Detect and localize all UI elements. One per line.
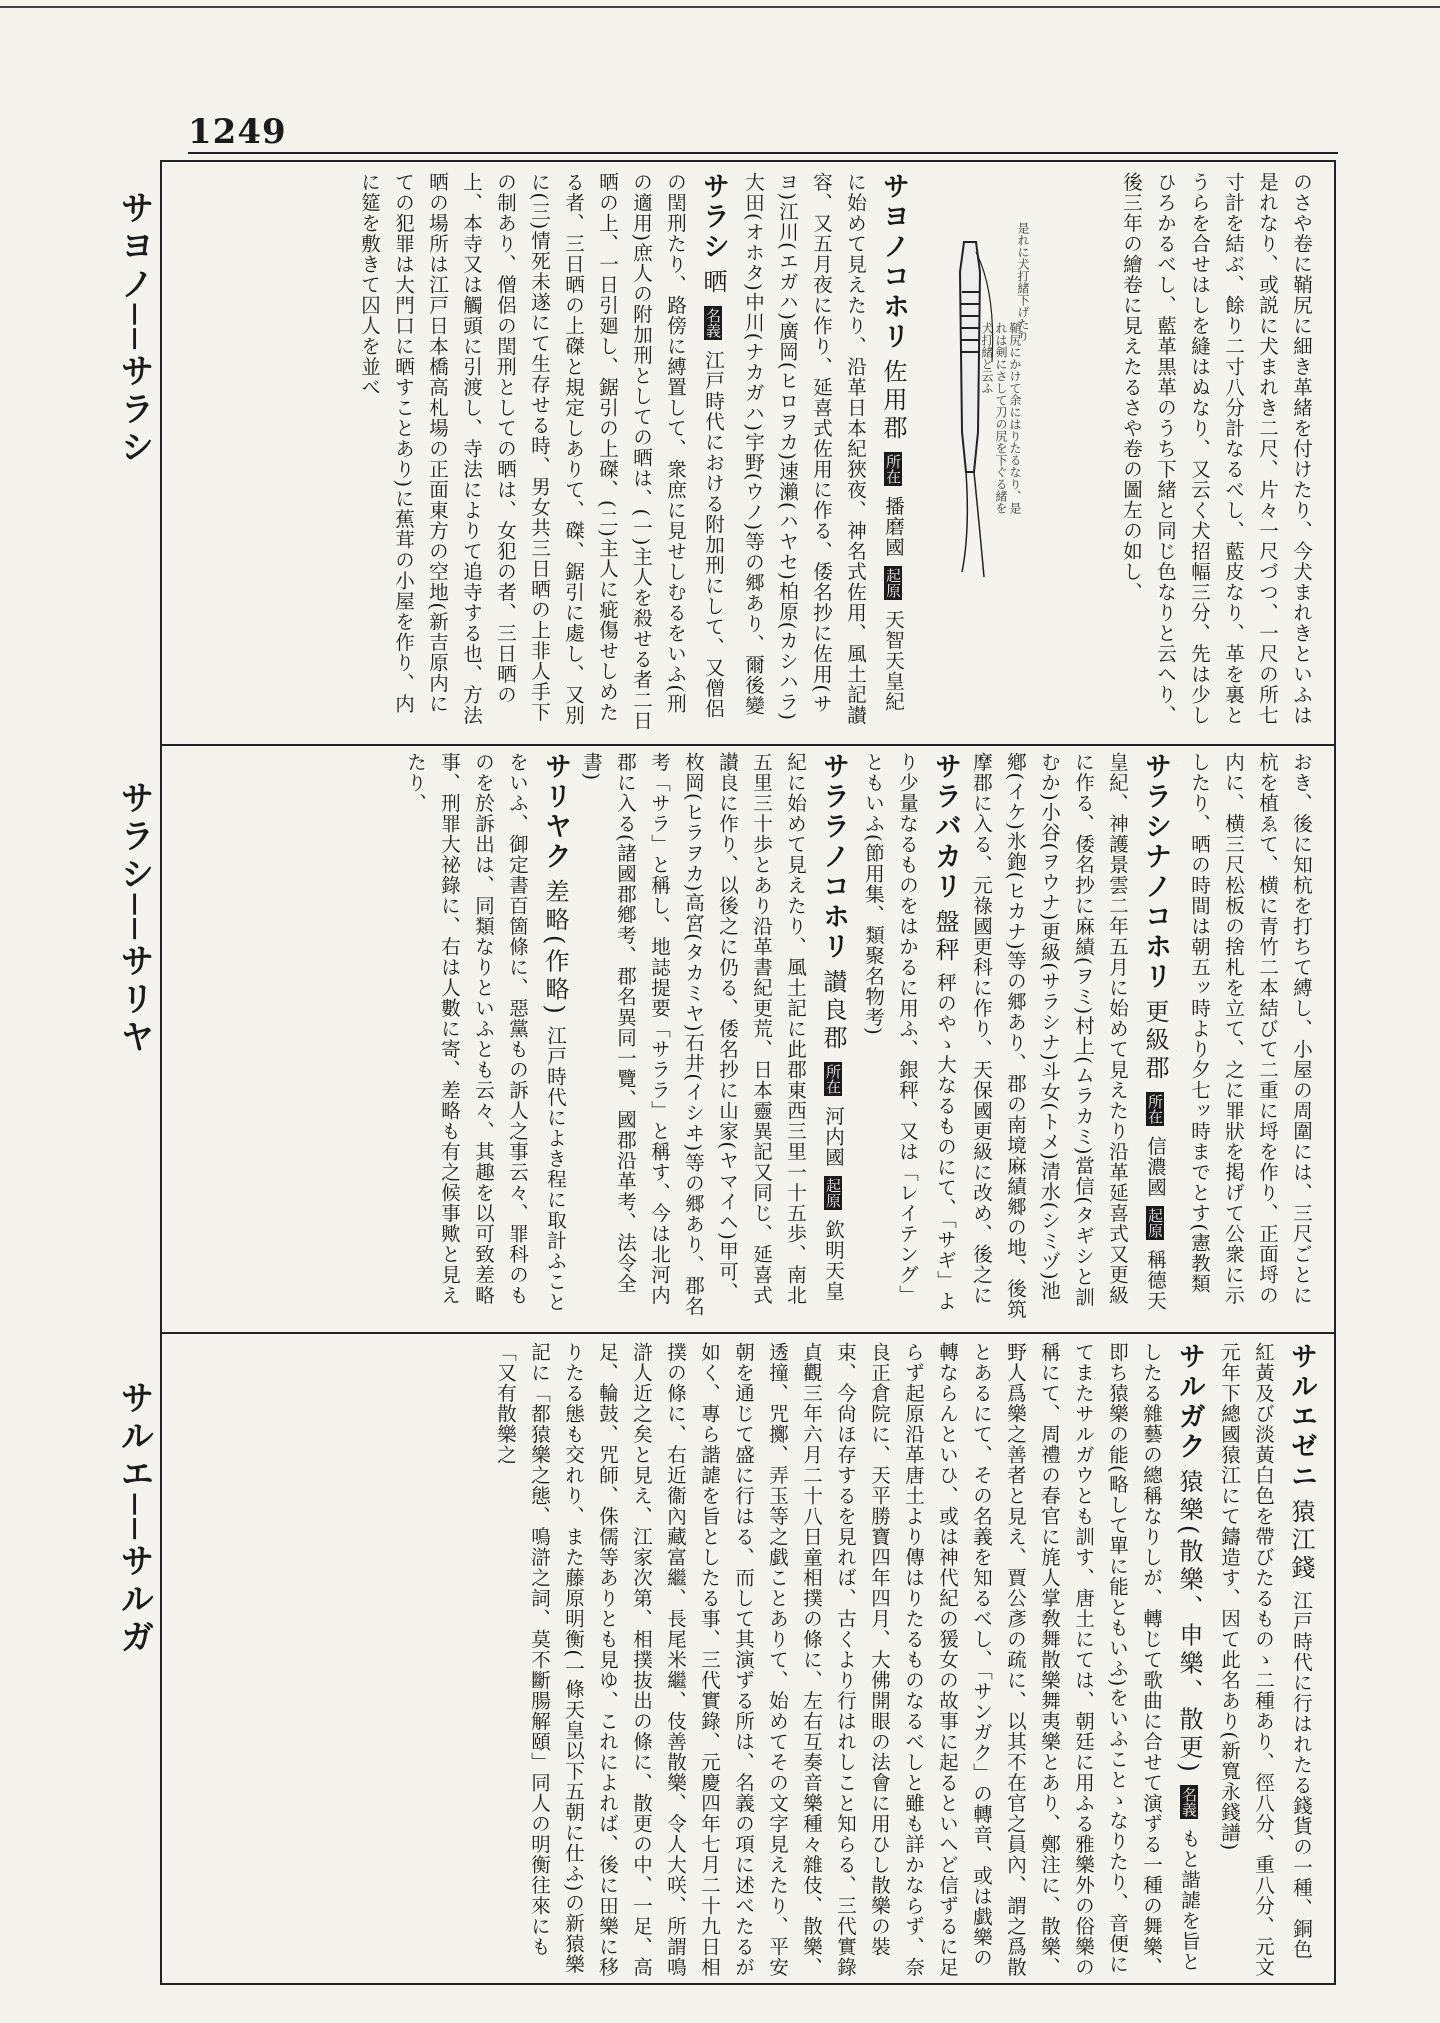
entry-title-sarabakari: サラバカリ [930, 752, 961, 902]
section-2 [172, 752, 1322, 1320]
entry-sararanokohori [576, 752, 854, 1320]
illustration-caption-side: 鞘尻にかけて余にはりたるなり、是れは剣にさして刀の尻を下ぐる緒を犬打緒と云ふ [980, 322, 1022, 514]
running-head-1: サヨノ──サラシ [114, 190, 154, 467]
place-sararagun: 讃良郡 [819, 969, 847, 1054]
tag-origin: 起原 [884, 568, 902, 599]
tag-meaning: 名義 [1180, 1787, 1198, 1818]
location-shinano: 信濃國 [1144, 1135, 1167, 1198]
sarugaku-kanji: 猿樂(散樂、申樂、散更) [1175, 1469, 1203, 1776]
sarabakari-text: 秤のやゝ大なるものにて、「サギ」より少量なるものをはかるに用ふ、銀秤、又は「レイテング」ともいふ(節用集、類聚名物考) [862, 752, 957, 1312]
sayonokohori-text: 天智天皇紀に始めて見えたり、沿革日本紀狹夜、神名式佐用、風土記讃容、又五月夜に作り、延喜式佐用に作る、倭名抄に佐用(サヨ)江川(エガハ)廣岡(ヒロヲカ)速瀨(ハヤセ)柏原(カシハラ)大田(オホタ)中川(ナカガハ)宇野(ウノ)等の郷あり、爾後變 [742, 172, 905, 726]
sararanokohori-text: 欽明天皇紀に始めて見えたり、風土記に此郡東西三里一十五歩、南北五里三十歩とあり沿革書紀更荒、日本靈異記又同じ、延喜式讃良に作り、以後之に仍る、倭名抄に山家(ヤマイヘ)甲可、枚岡(ヒラヲカ)高宮(タカミヤ)石井(イシヰ)等の郷あり、郡名考「サラ」と稱し、地誌提要「サララ」と稱す、今は北河内郡に入る(諸國郡鄕考、郡名異同一覽、國郡沿革考、法令全書) [580, 752, 845, 1317]
entry-sarashi-continued [1176, 752, 1322, 1320]
place-sarashinagun: 更級郡 [1141, 999, 1169, 1084]
sariyaku-kanji: 差略(作略) [541, 879, 569, 1018]
saruezeni-kanji: 猿江錢 [1287, 1499, 1315, 1584]
saruezeni-text: 江戸時代に行はれたる錢貨の一種、銅色紅黃及び淡黃白色を帶びたるものゝ二種あり、徑八分、重八分、元文元年下總國猿江にて鑄造す、因て此名あり(新寬永錢譜) [1218, 1342, 1313, 1978]
sayamaki-text: のさや卷に鞘尻に細き革緒を付けたり、今犬まれきといふは是れなり、或説に犬まれき二尺、片々一尺づつ、一尺の所七寸計を結ぶ、餘り二寸八分計なるべし、藍皮なり、革を裏とうらを合せはしを縫はぬなり、又云く犬招幅三分、先は少しひろかるべし、藍革黒革のうち下緒と同じ色なりと云へり、後三年の繪卷に見えたるさや卷の圖左の如し、 [1120, 172, 1313, 726]
section-divider-2 [162, 1332, 1334, 1334]
sariyaku-text: 江戸時代によき程に取計ふことをいふ、御定書百箇條に、惡黨もの訴人之事云々、罪科のものを於訴出は、同類なりといふとも云々、其趣を以可致差略事、刑罪大祕錄に、右は人數に寄、差略も有之候事歟と見えたり、 [404, 752, 567, 1313]
sarashi-text: 江戸時代における附加刑にして、又僧侶の閏刑たり、路傍に縛置して、衆庶に見せしむるをいふ(刑の適用)庶人の附加刑としての晒は、(一)主人を殺せる者二日晒の上、一日引廻し、鋸引の上磔、(二)主人に疵傷せしめたる者、三日晒の上磔と規定しありて、磔、鋸引に處し、又別に(三)情死未遂にて生存せる時、男女共三日晒の上非人手下の制あり、僧侶の閏刑としての晒は、女犯の者、三日晒の上、本寺又は觸頭に引渡し、寺法によりて追寺する也、方法晒の場所は江戸日本橋高札場の正面東方の空地(新吉原内にての犯罪は大門口に晒すことあり)に蕉茸の小屋を作り、内に筵を敷きて囚人を並べ [358, 172, 725, 731]
location-kawachi: 河内國 [822, 1105, 845, 1168]
entry-saruezeni [1210, 1342, 1322, 1978]
entry-sayamaki-continued [1044, 172, 1322, 732]
entry-title-sariyaku: サリヤク [540, 752, 571, 872]
sarashi-continued-text: おき、後に知杭を打ちて縛し、小屋の周圍には、三尺ごとに杭を植ゑて、横に青竹二本結びて二重に埒を作り、正面埒の内に、横三尺松板の捨札を立て、之に罪狀を掲げて公衆に示したり、晒の時間は朝五ッ時より夕七ッ時までとす(憲教類 [1188, 752, 1313, 1306]
place-sayogun: 佐用郡 [879, 359, 907, 444]
entry-sarabakari [854, 752, 966, 1320]
tag-meaning: 名義 [704, 308, 722, 339]
illustration-caption-top: 是れに犬打緒下げたり [1016, 222, 1030, 342]
tag-location: 所在 [824, 1064, 842, 1095]
entry-sayonokohori [734, 172, 914, 732]
sarabakari-kanji: 盤秤 [931, 909, 959, 966]
entry-sarugaku [200, 1342, 1210, 1978]
tag-origin: 起原 [824, 1178, 842, 1209]
sarashi-kanji: 晒 [699, 269, 727, 298]
entry-sarashinanokohori [966, 752, 1176, 1320]
page-number: 1249 [188, 112, 287, 152]
section-1 [172, 172, 1322, 732]
entry-title-sarugaku: サルガク [1174, 1342, 1205, 1462]
sheath-illustration [914, 172, 1044, 732]
section-3 [172, 1342, 1322, 1978]
tag-location: 所在 [884, 454, 902, 485]
entry-title-sararanokohori: サララノコホリ [818, 752, 849, 962]
sarugaku-text: もと諧謔を旨としたる雜藝の總稱なりしが、轉じて歌曲に合せて演ずる一種の舞樂、即ち猿樂の能(略して單に能ともいふ)をいふことゝなりたり、音便にてまたサルガウとも訓す、唐土にては、朝廷に用ふる雅樂外の俗樂の稱にて、周禮の春官に旄人掌敎舞散樂舞夷樂とあり、鄭注に、散樂、野人爲樂之善者と見え、賈公彥の疏に、以其不在官之員內、謂之爲散とあるにて、その名義を知るべし、「サンガク」の轉音、或は戯樂の轉ならんといひ、或は神代紀の猨女の故事に起るといへど信ずるに足らず起原沿革唐土より傳はりたるものなるべしと雖も詳かならず、奈良正倉院に、天平勝寶四年四月、大佛開眼の法會に用ひし散樂の裝束、今尙ほ存するを見れば、古くより行はれしこと知らる、三代實錄貞觀三年六月二十八日童相撲の條に、左右互奏音樂種々雜伎、散樂、透撞、咒擲、弄玉等之戯ことありて、始めてその文字見えたり、平安朝を通じて盛に行はる、而して其演ずる所は、名義の項に述べたるが如く、專ら諧謔を旨としたる事、三代實錄、元慶四年七月二十九日相撲の條に、右近衞內藏富繼、長尾米繼、伎善散樂、令人大咲、所謂鳴滸人近之矣と見え、江家次第、相撲抜出の條に、散更の中、一足、高足、輪鼓、咒師、侏儒等ありとも見ゆ、これによれば、後に田樂に移りたる態も交れり、また藤原明衡(一條天皇以下五朝に仕ふ)の新猿樂記に「都猿樂之態、鳴滸之詞、莫不斷腸解頤」同人の明衡往來にも「又有散樂之 [494, 1342, 1201, 1978]
location-harima: 播磨國 [882, 495, 905, 558]
entry-title-sayonokohori: サヨノコホリ [878, 172, 909, 352]
entry-title-sarashi: サラシ [698, 172, 729, 262]
running-head-3: サルエ──サルガ [114, 1380, 154, 1657]
tag-location: 所在 [1146, 1094, 1164, 1125]
sarashinanokohori-text: 稱德天皇紀、神護景雲二年五月に始めて見えたり沿革延喜式又更級に作る、倭名抄に麻績(ヲミ)村上(ムラカミ)當信(タギシと訓むか)小谷(ヲウナ)更級(サラシナ)斗女(トメ)清水(シミヅ)池鄕(イケ)氷鉋(ヒカナ)等の郷あり、郡の南境麻績郷の地、後筑摩郡に入る、元祿國更科に作り、天保國更級に改め、後之に [970, 752, 1167, 1320]
tag-origin: 起原 [1146, 1208, 1164, 1239]
entry-title-sarashinanokohori: サラシナノコホリ [1140, 752, 1171, 992]
top-rule [0, 6, 1440, 8]
section-divider-1 [162, 744, 1334, 746]
entry-sarashi [324, 172, 734, 732]
entry-sariyaku [396, 752, 576, 1320]
running-head-2: サラシ──サリヤ [114, 780, 154, 1057]
entry-title-saruezeni: サルエゼニ [1286, 1342, 1317, 1492]
header-rule [188, 152, 1338, 154]
